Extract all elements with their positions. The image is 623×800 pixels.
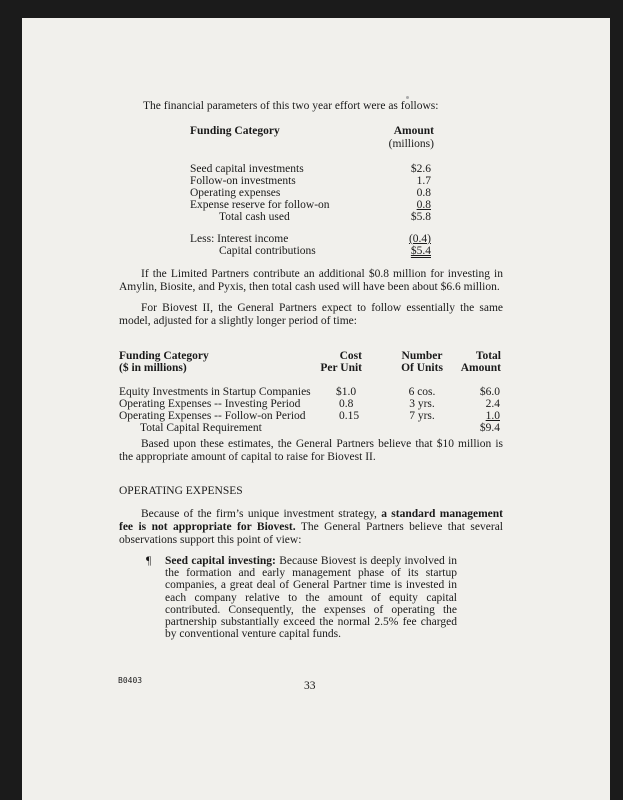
table2-header-category-1: Funding Category — [119, 350, 209, 362]
table2-row-total: 2.4 — [485, 398, 500, 410]
table1-capital-value: $5.4 — [410, 245, 431, 257]
table1-header-unit: (millions) — [388, 138, 434, 150]
table1-row-label: Follow-on investments — [190, 175, 296, 187]
table2-row-total: $6.0 — [479, 386, 500, 398]
table2-row-units: 6 cos. — [408, 386, 436, 398]
table2-row-cost: 0.15 — [339, 410, 360, 422]
table1-total-value: $5.8 — [410, 211, 431, 223]
table2-total-label: Total Capital Requirement — [140, 422, 262, 434]
section-heading: OPERATING EXPENSES — [119, 485, 243, 497]
paragraph-limited-partners: If the Limited Partners contribute an additional $0.8 million for investing in Amylin, Biosite, and Pyxis, then total cash used will have been about $6.6 million. — [119, 268, 503, 293]
table1-row-label: Operating expenses — [190, 187, 281, 199]
paragraph-estimates: Based upon these estimates, the General Partners believe that $10 million is the appropriate amount of capital to raise for Biovest II. — [119, 438, 503, 463]
page-number: 33 — [304, 680, 316, 692]
pilcrow-bullet-icon: ¶ — [146, 555, 152, 567]
table2-row-total: 1.0 — [485, 410, 500, 422]
table1-total-label: Total cash used — [219, 211, 290, 223]
table2-row-label: Equity Investments in Startup Companies — [119, 386, 311, 398]
table1-row-label: Expense reserve for follow-on — [190, 199, 330, 211]
document-page — [22, 18, 610, 800]
table2-row-label: Operating Expenses -- Investing Period — [119, 398, 301, 410]
table1-header-amount: Amount — [393, 125, 434, 137]
paragraph-management-fee: Because of the firm’s unique investment strategy, a standard management fee is not appropriate for Biovest. The General Partners believe that several observations support this point of view: — [119, 508, 503, 546]
table2-header-category-2: ($ in millions) — [119, 362, 187, 374]
table1-row-value: 1.7 — [416, 175, 431, 187]
paragraph-biovest-ii: For Biovest II, the General Partners expect to follow essentially the same model, adjusted for a slightly longer period of time: — [119, 302, 503, 327]
table1-row-label: Seed capital investments — [190, 163, 304, 175]
table1-row-value: 0.8 — [416, 199, 431, 211]
table1-less-label: Less: Interest income — [190, 233, 289, 245]
speck-mark — [406, 96, 409, 99]
table2-header-total-2: Amount — [460, 362, 501, 374]
document-code: B0403 — [118, 676, 143, 685]
table2-row-cost: $1.0 — [336, 386, 357, 398]
table1-row-value: 0.8 — [416, 187, 431, 199]
table1-header-category: Funding Category — [190, 125, 280, 137]
table2-total-value: $9.4 — [479, 422, 500, 434]
intro-text: The financial parameters of this two year effort were as follows: — [143, 100, 439, 112]
table2-header-cost-2: Per Unit — [320, 362, 362, 374]
table2-header-total-1: Total — [475, 350, 501, 362]
table1-less-value: (0.4) — [408, 233, 431, 245]
table2-row-units: 7 yrs. — [409, 410, 435, 422]
bullet-seed-capital: Seed capital investing: Because Biovest is deeply involved in the formation and early management phase of its startup companies, a great deal of General Partner time is invested in each company relative to the amount of equity capital contributed. Consequently, the expenses of operating the partnership substantially exceed the normal 2.5% fee charged by conventional venture capital funds. — [165, 555, 458, 641]
table2-header-cost-1: Cost — [339, 350, 362, 362]
table2-row-units: 3 yrs. — [409, 398, 435, 410]
table1-row-value: $2.6 — [410, 163, 431, 175]
table2-header-number-2: Of Units — [401, 362, 443, 374]
table2-row-cost: 0.8 — [339, 398, 354, 410]
table2-header-number-1: Number — [401, 350, 443, 362]
table1-capital-label: Capital contributions — [219, 245, 316, 257]
table2-row-label: Operating Expenses -- Follow-on Period — [119, 410, 306, 422]
